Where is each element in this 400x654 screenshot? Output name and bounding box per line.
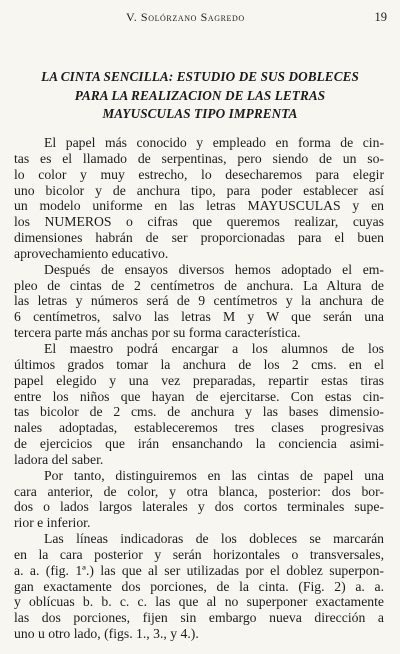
paragraph-line: rior e inferior. [14, 515, 91, 531]
paragraph-line: ladora del saber. [14, 451, 104, 467]
body-text [14, 135, 384, 642]
paragraph-line: un modelo uniforme en las letras MAYUSCULAS y en [14, 198, 384, 214]
paragraph-line: dimensiones habrán de ser proporcionadas para el buen [14, 230, 384, 246]
running-header [0, 8, 400, 28]
paragraph-line: las dos porciones, fijen sin embargo nueva dirección a [14, 610, 384, 626]
paragraph-line: a. a. (fig. 1ª.) las que al ser utilizadas por el doblez superpon- [14, 562, 384, 578]
paragraph-line: cara anterior, de color, y otra blanca, posterior: dos bor- [14, 483, 384, 499]
paragraph-line: papel elegido y una vez preparadas, repartir estas tiras [14, 372, 384, 388]
paragraph-line: tercera parte más anchas por su forma característica. [14, 325, 301, 341]
paragraph-line: pleo de cintas de 2 centímetros de anchura. La Altura de [14, 277, 384, 293]
paragraph-line: tas es el llamado de serpentinas, pero siendo de un so- [14, 150, 384, 166]
paragraph-line: uno bicolor y de anchura tipo, para poder establecer así [14, 182, 384, 198]
paragraph-line: en la cara posterior y serán horizontales o transversales, [14, 546, 384, 562]
heading-line: LA CINTA SENCILLA: ESTUDIO DE SUS DOBLECES [41, 69, 359, 84]
heading-line: MAYUSCULAS TIPO IMPRENTA [102, 106, 298, 121]
paragraph-line: dos o lados largos laterales y dos cortos terminales supe- [14, 499, 384, 515]
paragraph-line: últimos grados tomar la anchura de los 2 cms. en el [14, 356, 384, 372]
paragraph-line: lo color y muy estrecho, lo desecharemos para elegir [14, 166, 384, 182]
paragraph-line: El maestro podrá encargar a los alumnos de los [44, 340, 384, 356]
paragraph-line: aprovechamiento educativo. [14, 245, 169, 261]
paragraph-line: de ejercicios que irán ensanchando la conciencia asimi- [14, 436, 384, 452]
paragraph-line: y oblícuas b. b. c. c. las que al no superponer exactamente [14, 594, 384, 610]
paragraph-line: 6 centímetros, salvo las letras M y W que serán una [14, 309, 384, 325]
paragraph-line: uno u otro lado, (figs. 1., 3., y 4.). [14, 626, 199, 642]
paragraph-line: El papel más conocido y empleado en forma de cin- [44, 135, 384, 150]
paragraph-line: gan exactamente dos porciones, de la cinta. (Fig. 2) a. a. [14, 578, 384, 594]
paragraph-line: nales adoptadas, estableceremos tres clases progresivas [14, 420, 384, 436]
paragraph-line: los NUMEROS o cifras que queremos realizar, cuyas [14, 214, 384, 230]
paragraph-line: Después de ensayos diversos hemos adoptado el em- [44, 261, 384, 277]
paragraph-line: entre los niños que hayan de ejercitarse. Con estas cin- [14, 388, 384, 404]
section-heading [18, 68, 382, 124]
page-number: 19 [374, 10, 387, 24]
paragraph-line: las letras y números será de 9 centímetros y la anchura de [14, 293, 384, 309]
running-title: V. Solórzano Sagredo [126, 10, 245, 24]
heading-line: PARA LA REALIZACION DE LAS LETRAS [74, 87, 326, 103]
paragraph-line: Las líneas indicadoras de los dobleces se marcarán [44, 531, 384, 547]
paragraph-line: Por tanto, distinguiremos en las cintas de papel una [44, 467, 384, 483]
paragraph-line: tas bicolor de 2 cms. de anchura y las bases dimensio- [14, 404, 384, 420]
